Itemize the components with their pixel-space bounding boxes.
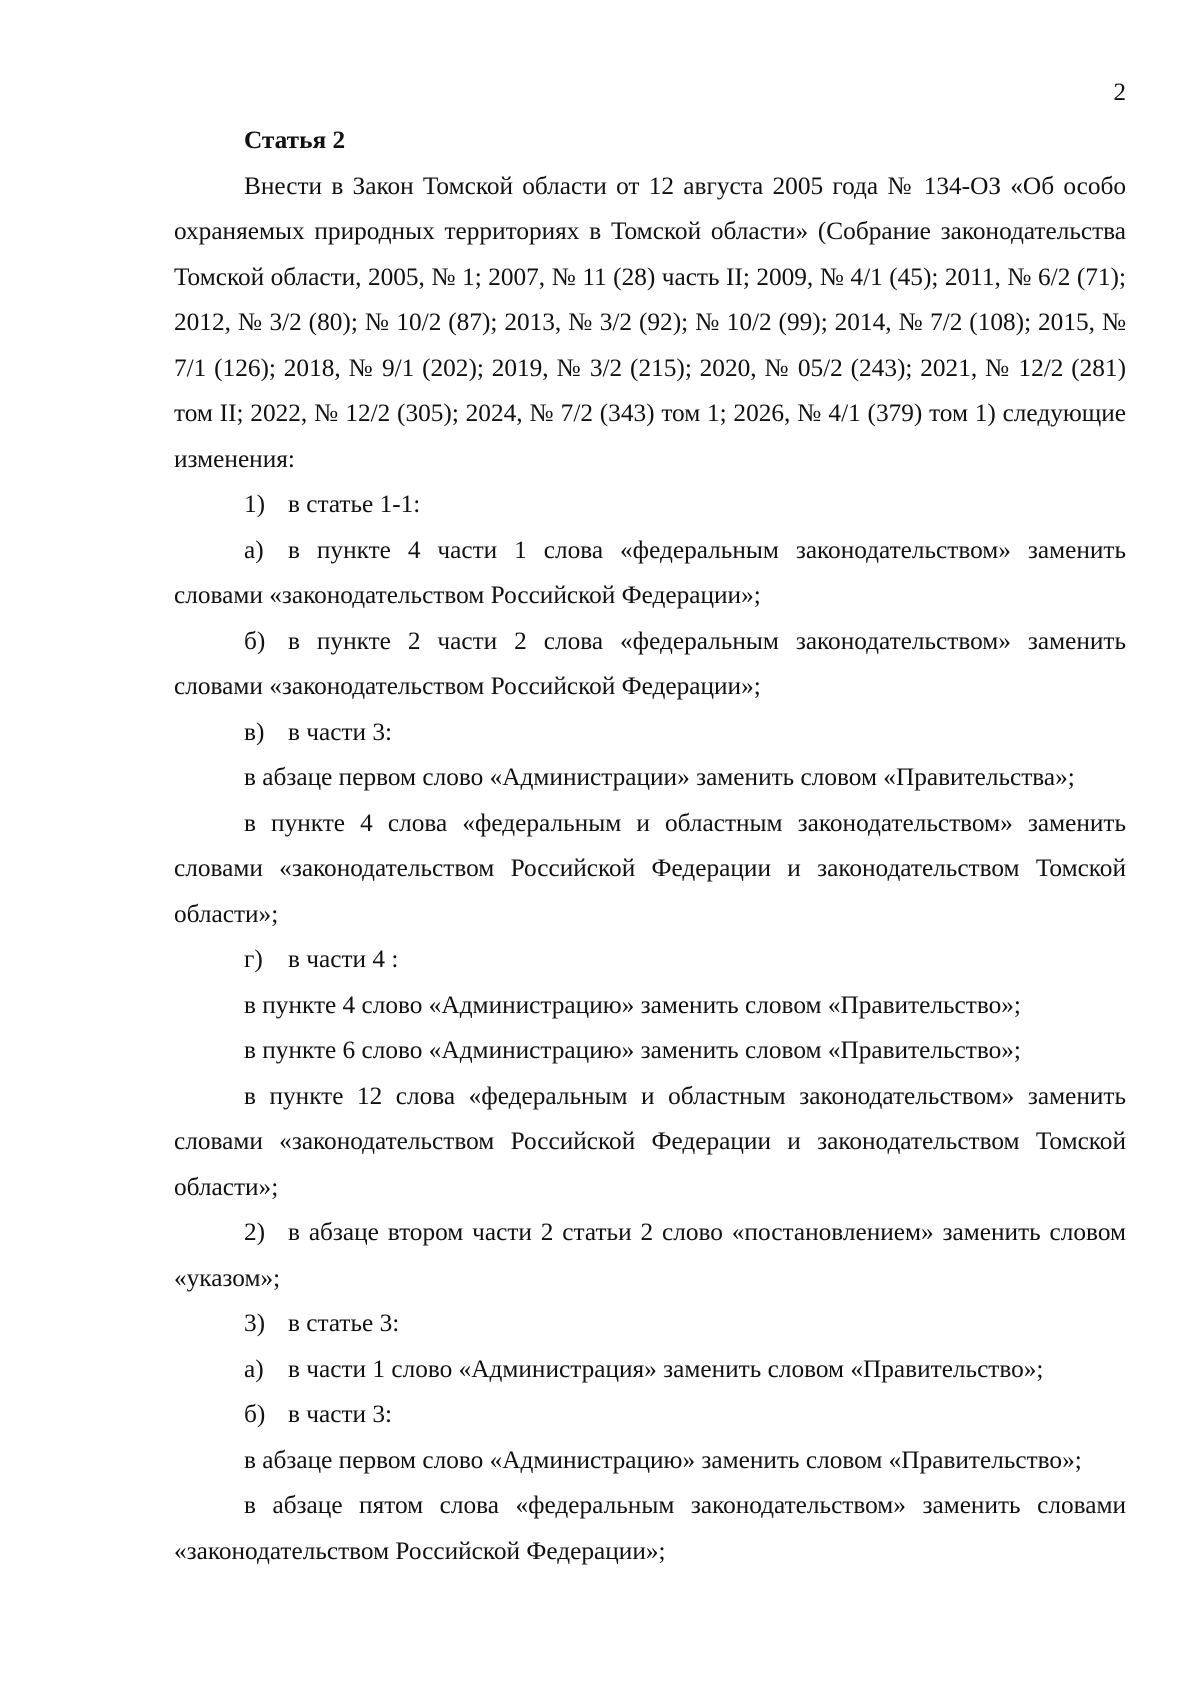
item-1v-paragraph-1: в абзаце первом слово «Администрации» заменить словом «Правительства»; (244, 763, 1075, 791)
item-number: а) (244, 1354, 264, 1383)
item-1v (174, 710, 1126, 756)
item-number: в) (244, 717, 265, 746)
item-text: в части 1 слово «Администрация» заменить словом «Правительство»; (288, 1354, 1044, 1383)
document-body (174, 118, 1126, 1574)
item-3b-paragraph-1: в абзаце первом слово «Администрацию» заменить словом «Правительство»; (244, 1445, 1082, 1474)
item-number: 3) (244, 1309, 266, 1337)
item-1g-paragraph-3: в пункте 12 слова «федеральным и областным законодательством» заменить словами «законодательством Российской Федерации и законодательством Томской области»; (174, 1081, 1126, 1201)
item-number: 1) (244, 490, 266, 518)
item-number: а) (244, 535, 264, 564)
item-1g-paragraph-2: в пункте 6 слово «Администрацию» заменить словом «Правительство»; (244, 1036, 1021, 1064)
item-text: в статье 3: (288, 1309, 400, 1337)
item-text: в части 4 : (288, 945, 399, 973)
item-text: в пункте 2 части 2 слова «федеральным законодательством» заменить словами «законодательством Российской Федерации»; (174, 626, 1126, 700)
item-3 (174, 1301, 1126, 1347)
item-text: в части 3: (288, 1400, 393, 1428)
item-1g (174, 937, 1126, 983)
item-1v-paragraph-2: в пункте 4 слова «федеральным и областным законодательством» заменить словами «законодательством Российской Федерации и законодательством Томской области»; (174, 808, 1126, 928)
intro-paragraph: Внести в Закон Томской области от 12 августа 2005 года № 134-ОЗ «Об особо охраняемых природных территориях в Томской области» (Собрание законодательства Томской области, 2005, № 1; 2007, № 11 (28) часть II; 2009, № 4/1 (45); 2011, № 6/2 (71); 2012, № 3/2 (80); № 10/2 (87); 2013, № 3/2 (92); № 10/2 (99); 2014, № 7/2 (108); 2015, № 7/1 (126); 2018, № 9/1 (202); 2019, № 3/2 (215); 2020, № 05/2 (243); 2021, № 12/2 (281) том II; 2022, № 12/2 (305); 2024, № 7/2 (343) том 1; 2026, № 4/1 (379) том 1) следующие изменения: (174, 171, 1126, 473)
item-1a (174, 528, 1126, 619)
item-3a (174, 1347, 1126, 1393)
item-number: б) (244, 626, 266, 655)
item-2 (174, 1210, 1126, 1301)
item-1 (174, 482, 1126, 528)
item-1g-paragraph-1: в пункте 4 слово «Администрацию» заменить словом «Правительство»; (244, 990, 1021, 1019)
item-number: 2) (244, 1218, 266, 1246)
item-3b-paragraph-2: в абзаце пятом слова «федеральным законодательством» заменить словами «законодательством Российской Федерации»; (174, 1491, 1126, 1565)
item-3b (174, 1392, 1126, 1438)
article-heading: Статья 2 (244, 126, 346, 154)
item-text: в статье 1-1: (288, 490, 421, 518)
item-text: в абзаце втором части 2 статьи 2 слово «постановлением» заменить словом «указом»; (174, 1218, 1126, 1292)
item-text: в пункте 4 части 1 слова «федеральным законодательством» заменить словами «законодательством Российской Федерации»; (174, 535, 1126, 609)
item-number: б) (244, 1400, 266, 1428)
item-number: г) (244, 945, 263, 973)
item-1b (174, 619, 1126, 710)
page-number: 2 (1113, 79, 1126, 106)
item-text: в части 3: (288, 717, 393, 746)
